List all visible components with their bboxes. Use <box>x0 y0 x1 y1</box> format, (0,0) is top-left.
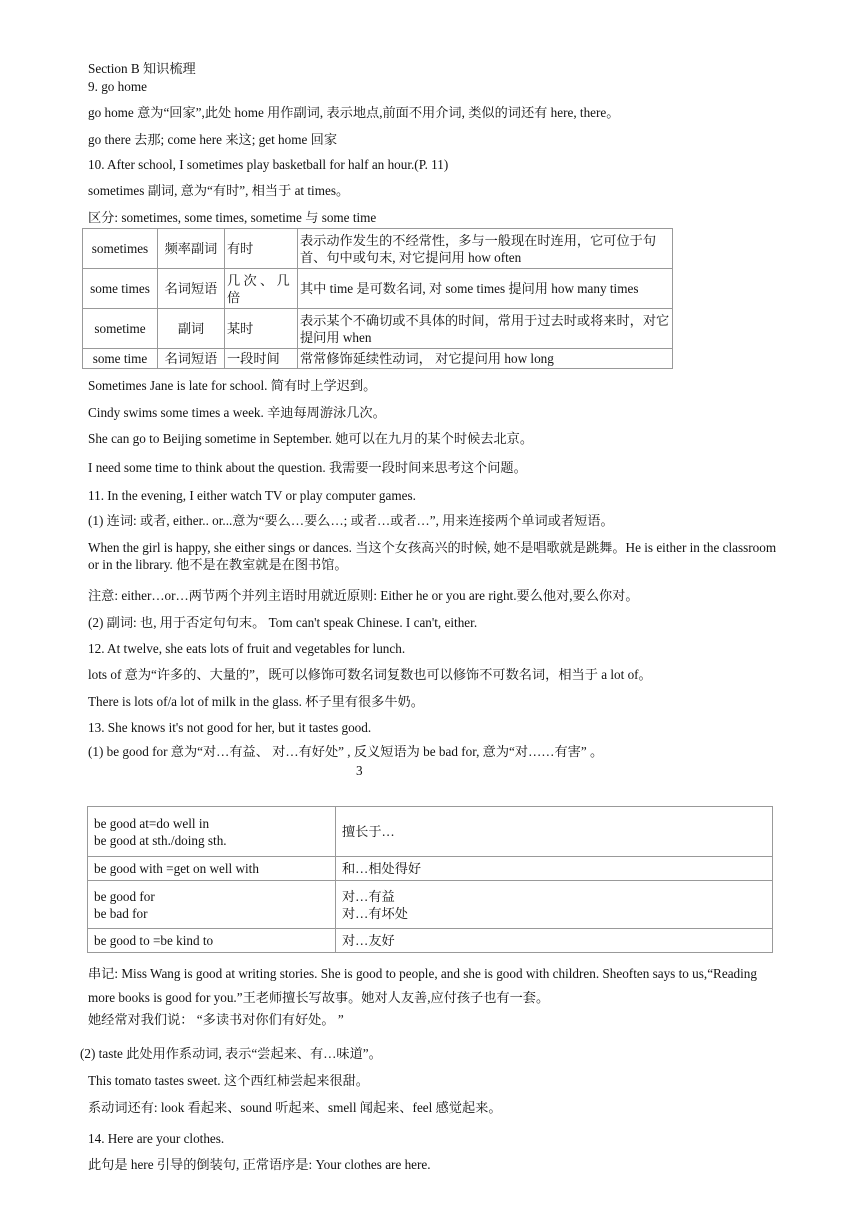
text-line: I need some time to think about the question. 我需要一段时间来思考这个问题。 <box>88 460 527 475</box>
text-line: 注意: either…or…两节两个并列主语时用就近原则: Either he or you are right.要么他对,要么你对。 <box>88 588 639 603</box>
page-number: 3 <box>356 763 363 778</box>
text-paragraph: 串记: Miss Wang is good at writing stories. She is good to people, and she is good with children. Sheoften says to us,“Reading more books is good for you.”王老师擅长写故事。她对人友善,应付孩子也有一套。 <box>88 966 757 1005</box>
text-line: 13. She knows it's not good for her, but it tastes good. <box>88 720 372 735</box>
table-cell: 一段时间 <box>225 349 298 369</box>
text-line: lots of 意为“许多的、大量的”，既可以修饰可数名词复数也可以修饰不可数名词，相当于 a lot of。 <box>88 667 652 682</box>
table-cell: 名词短语 <box>158 269 225 309</box>
text-line: This tomato tastes sweet. 这个西红柿尝起来很甜。 <box>88 1073 369 1088</box>
table-cell: 表示动作发生的不经常性，多与一般现在时连用，它可位于句首、句中或句末, 对它提问用 how often <box>298 229 673 269</box>
text-line: go home 意为“回家”,此处 home 用作副词, 表示地点,前面不用介词, 类似的词还有 here, there。 <box>88 105 620 120</box>
text-line: 11. In the evening, I either watch TV or play computer games. <box>88 488 416 503</box>
be-good-phrases-table <box>87 806 773 953</box>
text-line: 区分: sometimes, some times, sometime 与 some time <box>88 210 377 225</box>
table-cell: sometime <box>83 309 158 349</box>
table-cell: 和…相处得好 <box>336 857 773 881</box>
text-line: 此句是 here 引导的倒装句, 正常语序是: Your clothes are here. <box>88 1157 431 1172</box>
table-cell: 对…友好 <box>336 929 773 953</box>
table-cell: 对…有益 对…有坏处 <box>336 881 773 929</box>
table-cell: sometimes <box>83 229 158 269</box>
text-line: go there 去那; come here 来这; get home 回家 <box>88 132 338 147</box>
text-line: sometimes 副词, 意为“有时”, 相当于 at times。 <box>88 183 350 198</box>
table-cell: be good for be bad for <box>88 881 336 929</box>
table-cell: some time <box>83 349 158 369</box>
table-cell: 几 次 、 几倍 <box>225 269 298 309</box>
table-cell: 频率副词 <box>158 229 225 269</box>
text-line: (2) taste 此处用作系动词, 表示“尝起来、有…味道”。 <box>80 1046 382 1061</box>
text-line: 14. Here are your clothes. <box>88 1131 225 1146</box>
table-cell: be good with =get on well with <box>88 857 336 881</box>
text-line: (1) 连词: 或者, either.. or...意为“要么…要么…; 或者…或者…”, 用来连接两个单词或者短语。 <box>88 513 614 528</box>
text-paragraph: When the girl is happy, she either sings or dances. 当这个女孩高兴的时候, 她不是唱歌就是跳舞。He is either in the classroom or in the library. 他不是在教室就是在图书馆。 <box>88 540 777 572</box>
table-cell: 常常修饰延续性动词， 对它提问用 how long <box>298 349 673 369</box>
text-line: 10. After school, I sometimes play basketball for half an hour.(P. 11) <box>88 157 449 172</box>
table-cell: be good at=do well in be good at sth./doing sth. <box>88 807 336 857</box>
text-line: (1) be good for 意为“对…有益、 对…有好处” , 反义短语为 be bad for, 意为“对……有害” 。 <box>88 744 604 759</box>
sometimes-comparison-table <box>82 228 673 369</box>
text-line: (2) 副词: 也, 用于否定句句末。 Tom can't speak Chinese. I can't, either. <box>88 615 478 630</box>
table-cell: be good to =be kind to <box>88 929 336 953</box>
section-header: Section B 知识梳理 <box>88 61 196 76</box>
table-cell: some times <box>83 269 158 309</box>
text-line: She can go to Beijing sometime in September. 她可以在九月的某个时候去北京。 <box>88 431 534 446</box>
text-line: Sometimes Jane is late for school. 简有时上学迟到。 <box>88 378 377 393</box>
text-line: 12. At twelve, she eats lots of fruit and vegetables for lunch. <box>88 641 406 656</box>
table-cell: 某时 <box>225 309 298 349</box>
table-cell: 其中 time 是可数名词, 对 some times 提问用 how many times <box>298 269 673 309</box>
table-cell: 表示某个不确切或不具体的时间，常用于过去时或将来时，对它提问用 when <box>298 309 673 349</box>
text-line: Cindy swims some times a week. 辛迪每周游泳几次。 <box>88 405 386 420</box>
text-line: 9. go home <box>88 79 147 94</box>
table-cell: 擅长于… <box>336 807 773 857</box>
text-line: 她经常对我们说： “多读书对你们有好处。 ” <box>88 1012 344 1027</box>
table-cell: 名词短语 <box>158 349 225 369</box>
table-cell: 有时 <box>225 229 298 269</box>
table-cell: 副词 <box>158 309 225 349</box>
text-line: There is lots of/a lot of milk in the glass. 杯子里有很多牛奶。 <box>88 694 424 709</box>
text-line: 系动词还有: look 看起来、sound 听起来、smell 闻起来、feel 感觉起来。 <box>88 1100 502 1115</box>
